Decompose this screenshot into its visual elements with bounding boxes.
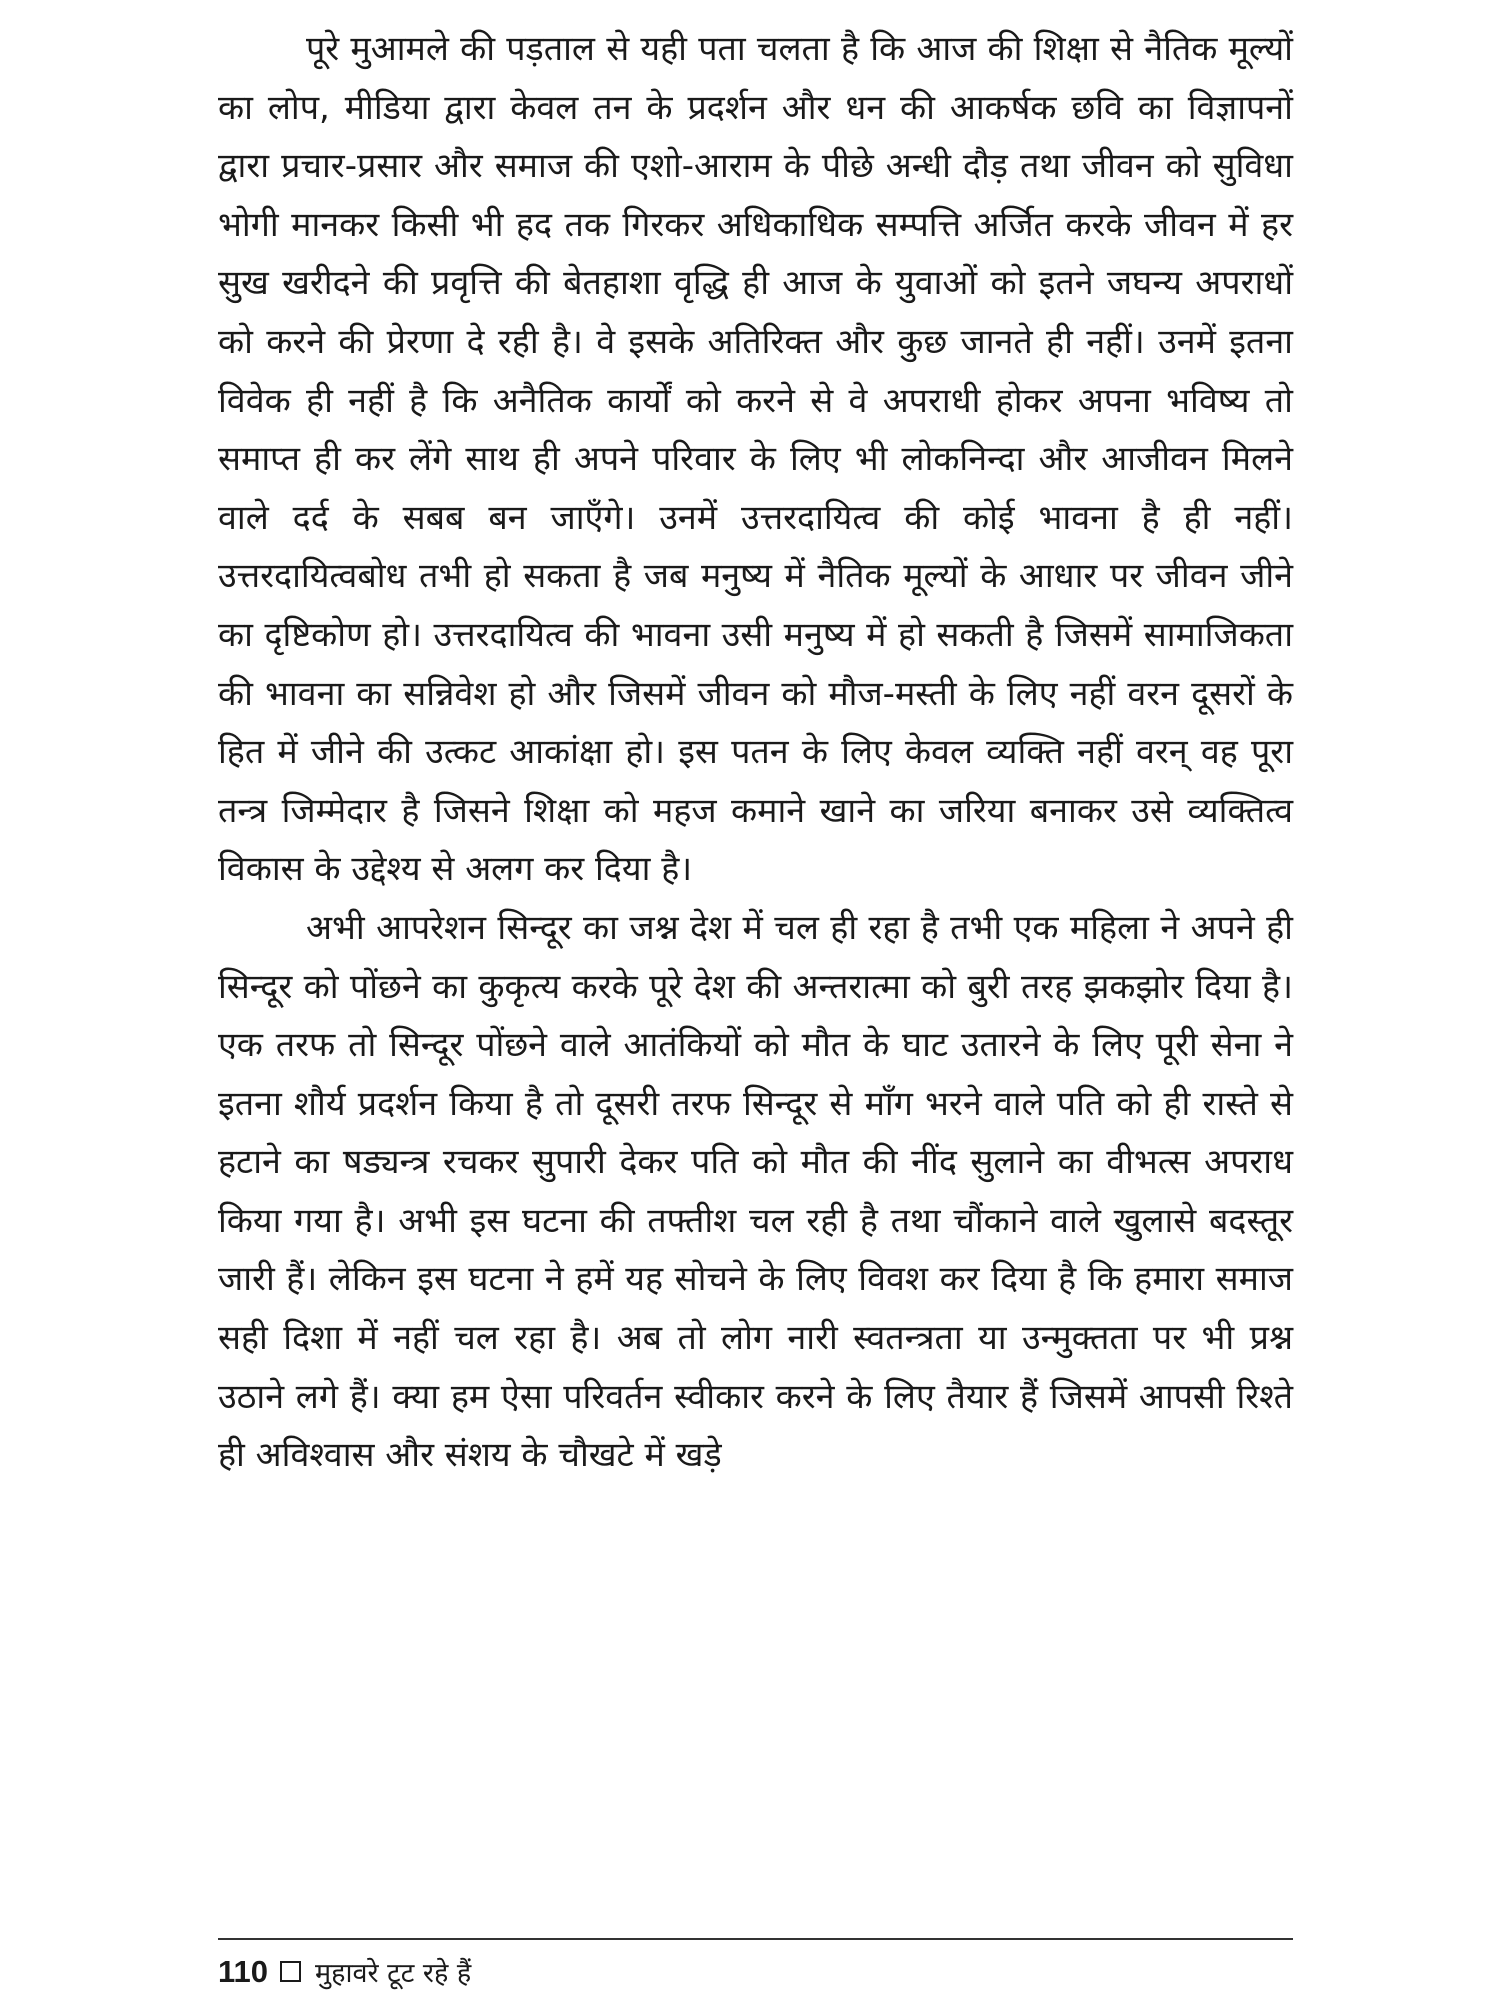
footer-divider (218, 1938, 1293, 1940)
body-text (218, 20, 1293, 1485)
page-number: 110 (218, 1954, 269, 1989)
book-title: मुहावरे टूट रहे हैं (315, 1958, 472, 1989)
paragraph-1: पूरे मुआमले की पड़ताल से यही पता चलता है कि आज की शिक्षा से नैतिक मूल्यों का लोप, मीडिया द्वारा केवल तन के प्रदर्शन और धन की आकर्षक छवि का विज्ञापनों द्वारा प्रचार-प्रसार और समाज की एशो-आराम के पीछे अन्धी दौड़ तथा जीवन को सुविधा भोगी मानकर किसी भी हद तक गिरकर अधिकाधिक सम्पत्ति अर्जित करके जीवन में हर सुख खरीदने की प्रवृत्ति की बेतहाशा वृद्धि ही आज के युवाओं को इतने जघन्य अपराधों को करने की प्रेरणा दे रही है। वे इसके अतिरिक्त और कुछ जानते ही नहीं। उनमें इतना विवेक ही नहीं है कि अनैतिक कार्यों को करने से वे अपराधी होकर अपना भविष्य तो समाप्त ही कर लेंगे साथ ही अपने परिवार के लिए भी लोकनिन्दा और आजीवन मिलने वाले दर्द के सबब बन जाएँगे। उनमें उत्तरदायित्व की कोई भावना है ही नहीं। उत्तरदायित्वबोध तभी हो सकता है जब मनुष्य में नैतिक मूल्यों के आधार पर जीवन जीने का दृष्टिकोण हो। उत्तरदायित्व की भावना उसी मनुष्य में हो सकती है जिसमें सामाजिकता की भावना का सन्निवेश हो और जिसमें जीवन को मौज-मस्ती के लिए नहीं वरन दूसरों के हित में जीने की उत्कट आकांक्षा हो। इस पतन के लिए केवल व्यक्ति नहीं वरन् वह पूरा तन्त्र जिम्मेदार है जिसने शिक्षा को महज कमाने खाने का जरिया बनाकर उसे व्यक्तित्व विकास के उद्देश्य से अलग कर दिया है। (218, 29, 1293, 890)
page-footer (218, 1952, 471, 1992)
paragraph-2: अभी आपरेशन सिन्दूर का जश्न देश में चल ही रहा है तभी एक महिला ने अपने ही सिन्दूर को पोंछने का कुकृत्य करके पूरे देश की अन्तरात्मा को बुरी तरह झकझोर दिया है। एक तरफ तो सिन्दूर पोंछने वाले आतंकियों को मौत के घाट उतारने के लिए पूरी सेना ने इतना शौर्य प्रदर्शन किया है तो दूसरी तरफ सिन्दूर से माँग भरने वाले पति को ही रास्ते से हटाने का षड्यन्त्र रचकर सुपारी देकर पति को मौत की नींद सुलाने का वीभत्स अपराध किया गया है। अभी इस घटना की तफ्तीश चल रही है तथा चौंकाने वाले खुलासे बदस्तूर जारी हैं। लेकिन इस घटना ने हमें यह सोचने के लिए विवश कर दिया है कि हमारा समाज सही दिशा में नहीं चल रहा है। अब तो लोग नारी स्वतन्त्रता या उन्मुक्तता पर भी प्रश्न उठाने लगे हैं। क्या हम ऐसा परिवर्तन स्वीकार करने के लिए तैयार हैं जिसमें आपसी रिश्ते ही अविश्वास और संशय के चौखटे में खड़े (218, 907, 1293, 1476)
square-bullet-icon (280, 1961, 301, 1982)
